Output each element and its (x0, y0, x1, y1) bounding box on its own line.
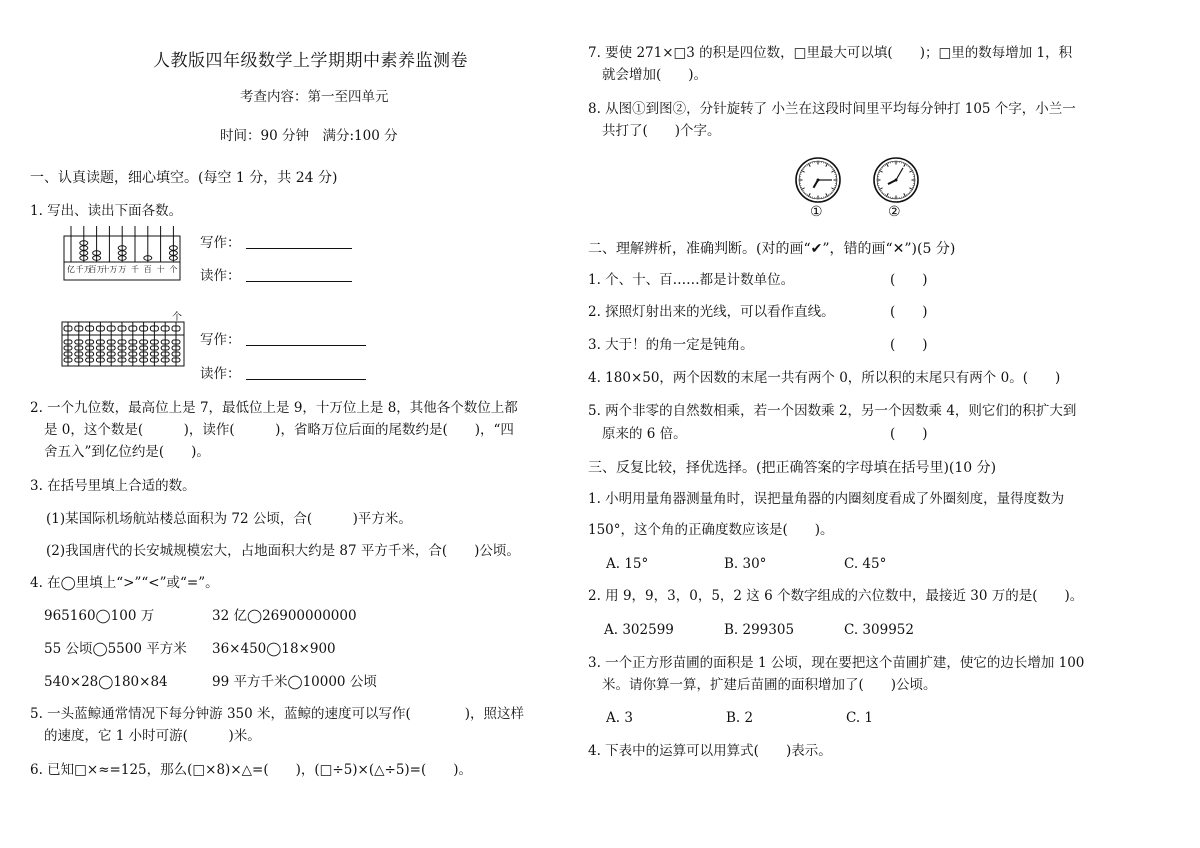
q1-read-label-2: 读作： (200, 366, 241, 382)
q4-item: 965160◯100 万 (44, 608, 155, 624)
q3-text: 3. 在括号里填上合适的数。 (30, 478, 196, 494)
q4-item: 36×450◯18×900 (212, 641, 336, 657)
q6-text: 6. 已知□×≈=125，那么(□×8)×△=( )，(□÷5)×(△÷5)=( )。 (30, 762, 473, 778)
choice-option[interactable]: C. 1 (846, 710, 874, 726)
q7-line1: 7. 要使 271×□3 的积是四位数，□里最大可以填( )；□里的数每增加 1，积 (588, 45, 1073, 61)
choice-option[interactable]: A. 3 (606, 710, 633, 726)
clock-1-icon (794, 156, 842, 204)
q4-item: 55 公顷◯5500 平方米 (44, 641, 187, 657)
abacus-place-label: 十 (156, 265, 165, 274)
abacus-rods-figure (62, 224, 184, 282)
choice-q3-line2: 米。请你算一算，扩建后苗圃的面积增加了( )公顷。 (602, 677, 937, 693)
bead-abacus-figure (60, 320, 186, 370)
choice-q1-line1: 1. 小明用量角器测量角时，误把量角器的内圈刻度看成了外圈刻度，量得度数为 (588, 491, 1065, 507)
choice-option[interactable]: C. 309952 (844, 622, 914, 638)
q1-text: 1. 写出、读出下面各数。 (30, 203, 183, 219)
choice-q3-line1: 3. 一个正方形苗圃的面积是 1 公顷，现在要把这个苗圃扩建，使它的边长增加 100 (588, 655, 1085, 671)
section2-heading: 二、理解辨析，准确判断。(对的画“✔”，错的画“✕”)(5 分) (588, 241, 956, 257)
judge-item: 3. 大于！的角一定是钝角。 (588, 337, 754, 353)
page-title: 人教版四年级数学上学期期中素养监测卷 (153, 51, 468, 71)
clock-2-icon (872, 156, 920, 204)
choice-q2-line1: 2. 用 9，9，3，0，5，2 这 6 个数字组成的六位数中，最接近 30 万的是( )。 (588, 588, 1084, 604)
abacus-place-label: 万 (118, 265, 127, 274)
abacus-place-label: 亿 (67, 265, 75, 274)
judge-item: 5. 两个非零的自然数相乘，若一个因数乘 2，另一个因数乘 4，则它们的积扩大到 (588, 403, 1077, 419)
judge-item: 2. 探照灯射出来的光线，可以看作直线。 (588, 304, 835, 320)
q8-line2: 共打了( )个字。 (602, 123, 721, 139)
q4-item: 540×28◯180×84 (44, 674, 168, 690)
choice-q1-line2: 150°，这个角的正确度数应该是( )。 (588, 522, 834, 538)
exam-scope: 考查内容：第一至四单元 (240, 89, 389, 105)
judge-item-cont: 原来的 6 倍。 (602, 426, 687, 442)
abacus-place-label: 千万 (75, 265, 92, 274)
exam-time-score: 时间：90 分钟 满分:100 分 (220, 128, 398, 144)
q2-line3: 舍五入”到亿位约是( )。 (44, 444, 210, 460)
q2-line2: 是 0，这个数是( )，读作( )，省略万位后面的尾数约是( )，“四 (44, 422, 514, 438)
abacus-place-label: 个 (169, 265, 178, 274)
choice-option[interactable]: C. 45° (844, 556, 887, 572)
q1-write-line-1[interactable] (246, 236, 352, 249)
judge-paren[interactable]: ( ) (890, 304, 928, 320)
choice-option[interactable]: B. 30° (724, 556, 767, 572)
q1-read-label-1: 读作： (200, 268, 241, 284)
abacus2-top-label: 个 (172, 312, 182, 323)
q1-write-line-2[interactable] (246, 333, 366, 346)
q1-read-line-1[interactable] (246, 269, 352, 282)
q7-line2: 就会增加( )。 (602, 67, 708, 83)
q2-line1: 2. 一个九位数，最高位上是 7，最低位上是 9，十万位上是 8，其他各个数位上都 (30, 400, 518, 416)
q1-read-line-2[interactable] (246, 367, 366, 380)
abacus-place-label: 百 (143, 265, 152, 274)
q8-line1: 8. 从图①到图②，分针旋转了 小兰在这段时间里平均每分钟打 105 个字，小兰一 (588, 101, 1076, 117)
choice-option[interactable]: B. 299305 (724, 622, 795, 638)
abacus-place-label: 十万 (101, 265, 118, 274)
q3-sub2: (2)我国唐代的长安城规模宏大，占地面积大约是 87 平方千米，合( )公顷。 (46, 543, 520, 559)
abacus-place-label: 百万 (88, 265, 105, 274)
q1-write-label-1: 写作： (200, 235, 241, 251)
abacus-place-label: 千 (131, 265, 139, 274)
choice-option[interactable]: A. 15° (606, 556, 649, 572)
q5-line2: 的速度，它 1 小时可游( )米。 (44, 728, 261, 744)
q5-line1: 5. 一头蓝鲸通常情况下每分钟游 350 米，蓝鲸的速度可以写作( )，照这样 (30, 706, 525, 722)
q4-item: 32 亿◯26900000000 (212, 608, 357, 624)
clock-1-label: ① (810, 204, 823, 220)
q4-text: 4. 在◯里填上“>”“<”或“=”。 (30, 575, 219, 591)
choice-q4-line1: 4. 下表中的运算可以用算式( )表示。 (588, 743, 832, 759)
q4-item: 99 平方千米◯10000 公顷 (212, 674, 377, 690)
q1-write-label-2: 写作： (200, 332, 241, 348)
judge-paren[interactable]: ( ) (890, 426, 928, 442)
section1-heading: 一、认真读题，细心填空。(每空 1 分，共 24 分) (30, 170, 338, 186)
choice-option[interactable]: B. 2 (726, 710, 754, 726)
judge-item: 4. 180×50，两个因数的末尾一共有两个 0，所以积的末尾只有两个 0。( ) (588, 370, 1061, 386)
choice-option[interactable]: A. 302599 (604, 622, 674, 638)
clock-2-label: ② (888, 204, 901, 220)
judge-item: 1. 个、十、百……都是计数单位。 (588, 272, 795, 288)
judge-paren[interactable]: ( ) (890, 337, 928, 353)
judge-paren[interactable]: ( ) (890, 272, 928, 288)
q3-sub1: (1)某国际机场航站楼总面积为 72 公顷，合( )平方米。 (46, 511, 412, 527)
section3-heading: 三、反复比较，择优选择。(把正确答案的字母填在括号里)(10 分) (588, 460, 997, 476)
